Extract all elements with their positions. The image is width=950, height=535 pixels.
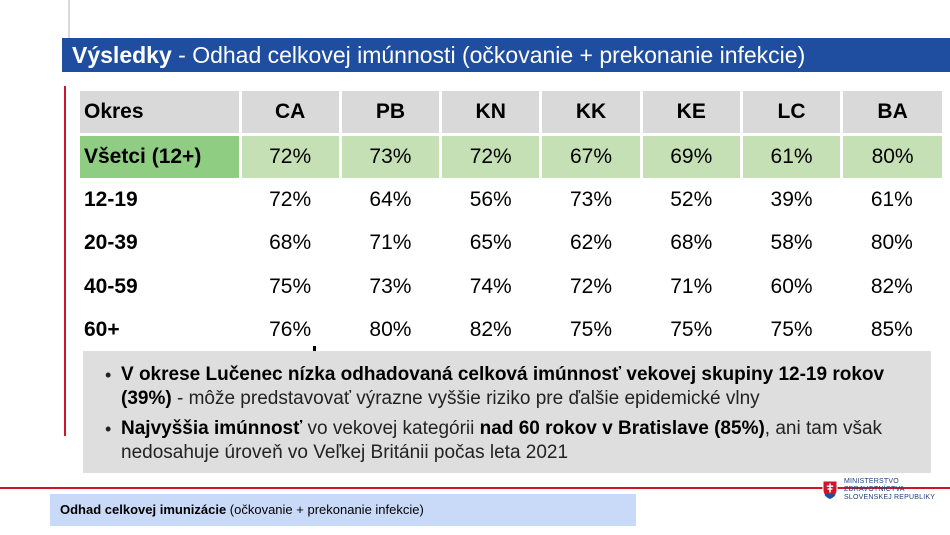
ministry-line-1: MINISTERSTVO [844,478,899,485]
table-cell: 73% [340,135,440,179]
top-divider [68,0,70,40]
header-cell-kk: KK [541,91,641,135]
slide-title [62,38,950,72]
slide-title-bold: Výsledky [72,42,172,68]
immunity-table [80,91,942,352]
table-cell: 85% [870,318,913,342]
header-cell-pb: PB [340,91,440,135]
row-label: 40-59 [84,274,138,298]
row-label: 20-39 [84,231,138,255]
table-row [80,309,942,353]
table-cell: 72% [269,187,312,211]
table-cell: 69% [641,135,741,179]
table-cell: 72% [240,135,340,179]
table-cell: 75% [269,274,312,298]
bullet-2-text-2: , ani tam však nedosahuje úroveň vo Veľkej Británii počas leta 2021 [121,418,883,463]
table-cell: 74% [469,274,512,298]
table-row [80,265,942,309]
table-cell: 80% [870,231,913,255]
bullet-1-text: - môže predstavovať výrazne vyššie riziko pre ďalšie epidemické vlny [171,388,760,409]
table-cell: 75% [670,318,713,342]
bullet-1-bold: V okrese Lučenec nízka odhadovaná celková imúnnosť vekovej skupiny 12-19 rokov (39%) [121,364,885,409]
table-cell: 82% [469,318,512,342]
table-cell: 72% [441,135,541,179]
ministry-line-2: ZDRAVOTNÍCTVA [844,486,905,493]
table-row-all [80,135,942,179]
table-cell: 58% [770,231,813,255]
table-row [80,222,942,266]
summary-box [83,351,931,473]
table-cell: 61% [741,135,841,179]
header-cell-ke: KE [641,91,741,135]
table-cell: 67% [541,135,641,179]
table-cell: 72% [569,274,612,298]
table-row [80,178,942,222]
header-cell-ba: BA [842,91,942,135]
table-cell: 76% [269,318,312,342]
table-cell: 60% [770,274,813,298]
ministry-name [844,478,935,502]
header-cell-kn: KN [441,91,541,135]
table-cell: 68% [269,231,312,255]
table-cell: 71% [369,231,412,255]
bottom-accent-line [0,487,950,489]
ministry-line-3: SLOVENSKEJ REPUBLIKY [844,494,936,501]
table-cell: 75% [770,318,813,342]
table-cell: 65% [469,231,512,255]
table-cell: 82% [870,274,913,298]
summary-bullet-1 [105,363,917,411]
table-cell: 75% [569,318,612,342]
slovak-coat-of-arms-icon [822,480,838,500]
bullet-2-bold-1: Najvyššia imúnnosť [121,418,303,439]
table-cell: 80% [842,135,942,179]
table-cell: 56% [469,187,512,211]
table-cell: 52% [670,187,713,211]
table-cell: 62% [569,231,612,255]
table-cell: 64% [369,187,412,211]
header-cell-lc: LC [741,91,841,135]
slide-title-rest: - Odhad celkovej imúnnosti (očkovanie + prekonanie infekcie) [171,42,806,68]
header-cell-okres: Okres [80,91,240,135]
table-cell: 61% [870,187,913,211]
row-label: 60+ [84,318,120,342]
table-cell: 71% [670,274,713,298]
table-cell: 39% [770,187,813,211]
table-cell: 73% [569,187,612,211]
header-cell-ca: CA [240,91,340,135]
row-label: Všetci (12+) [80,135,240,179]
summary-bullet-2 [105,417,917,465]
caption-rest: (očkovanie + prekonanie infekcie) [226,502,424,517]
bullet-2-bold-2: nad 60 rokov v Bratislave (85%) [479,418,765,439]
table-cell: 73% [369,274,412,298]
table-header-row [80,91,942,135]
table-cell: 68% [670,231,713,255]
bullet-2-text-1: vo vekovej kategórii [302,418,480,439]
row-label: 12-19 [84,187,138,211]
caption-bold: Odhad celkovej imunizácie [60,502,227,517]
table-cell: 80% [369,318,412,342]
footer-caption [50,494,636,526]
left-accent-line [64,86,66,436]
ministry-logo [822,478,947,512]
